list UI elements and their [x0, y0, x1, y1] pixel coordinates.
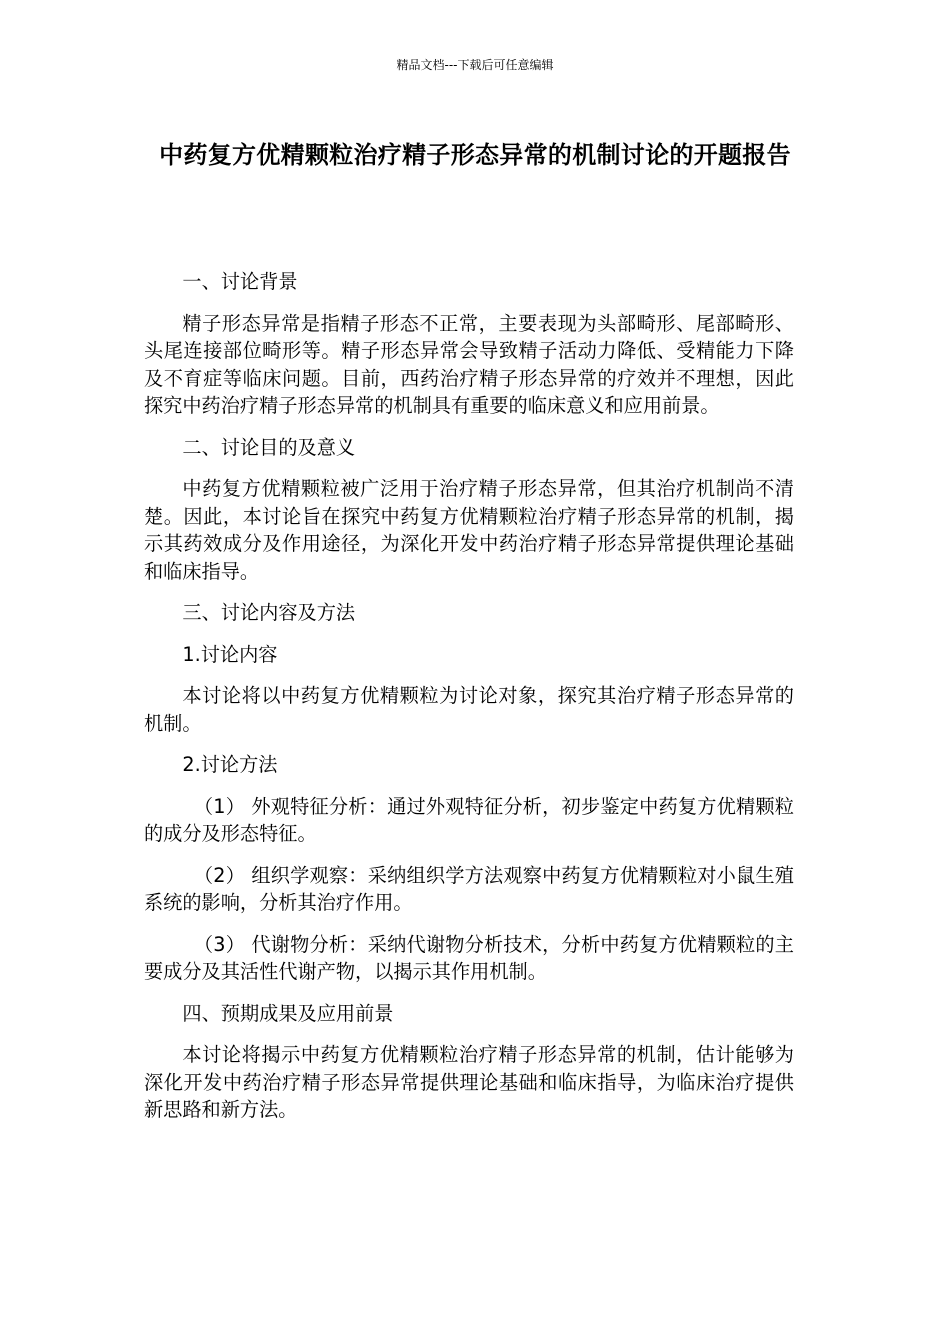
- section-heading-background: 一、讨论背景: [182, 270, 298, 293]
- document-body: [144, 268, 794, 1138]
- method-item-2: （2） 组织学观察：采纳组织学方法观察中药复方优精颗粒对小鼠生殖系统的影响，分析其治疗作用。: [144, 863, 794, 914]
- paragraph-background: 精子形态异常是指精子形态不正常，主要表现为头部畸形、尾部畸形、头尾连接部位畸形等。精子形态异常会导致精子活动力降低、受精能力下降及不育症等临床问题。目前，西药治疗精子形态异常的疗效并不理想，因此探究中药治疗精子形态异常的机制具有重要的临床意义和应用前景。: [144, 311, 794, 417]
- section-heading-purpose: 二、讨论目的及意义: [182, 435, 356, 459]
- header-note: 精品文档---下载后可任意编辑: [396, 58, 554, 72]
- method-item-3: （3） 代谢物分析：采纳代谢物分析技术，分析中药复方优精颗粒的主要成分及其活性代谢产物，以揭示其作用机制。: [144, 932, 794, 983]
- document-title: 中药复方优精颗粒治疗精子形态异常的机制讨论的开题报告: [159, 141, 791, 169]
- paragraph-content: 本讨论将以中药复方优精颗粒为讨论对象，探究其治疗精子形态异常的机制。: [144, 684, 794, 735]
- section-heading-outcomes: 四、预期成果及应用前景: [182, 1001, 394, 1025]
- subheading-content: 1.讨论内容: [182, 642, 278, 666]
- section-heading-content-methods: 三、讨论内容及方法: [182, 601, 356, 624]
- subheading-methods: 2.讨论方法: [182, 753, 278, 776]
- paragraph-purpose: 中药复方优精颗粒被广泛用于治疗精子形态异常，但其治疗机制尚不清楚。因此，本讨论旨在探究中药复方优精颗粒治疗精子形态异常的机制，揭示其药效成分及作用途径，为深化开发中药治疗精子形态异常提供理论基础和临床指导。: [144, 477, 794, 583]
- paragraph-outcomes: 本讨论将揭示中药复方优精颗粒治疗精子形态异常的机制，估计能够为深化开发中药治疗精子形态异常提供理论基础和临床指导，为临床治疗提供新思路和新方法。: [144, 1043, 794, 1121]
- method-item-1: （1） 外观特征分析：通过外观特征分析，初步鉴定中药复方优精颗粒的成分及形态特征。: [144, 794, 794, 845]
